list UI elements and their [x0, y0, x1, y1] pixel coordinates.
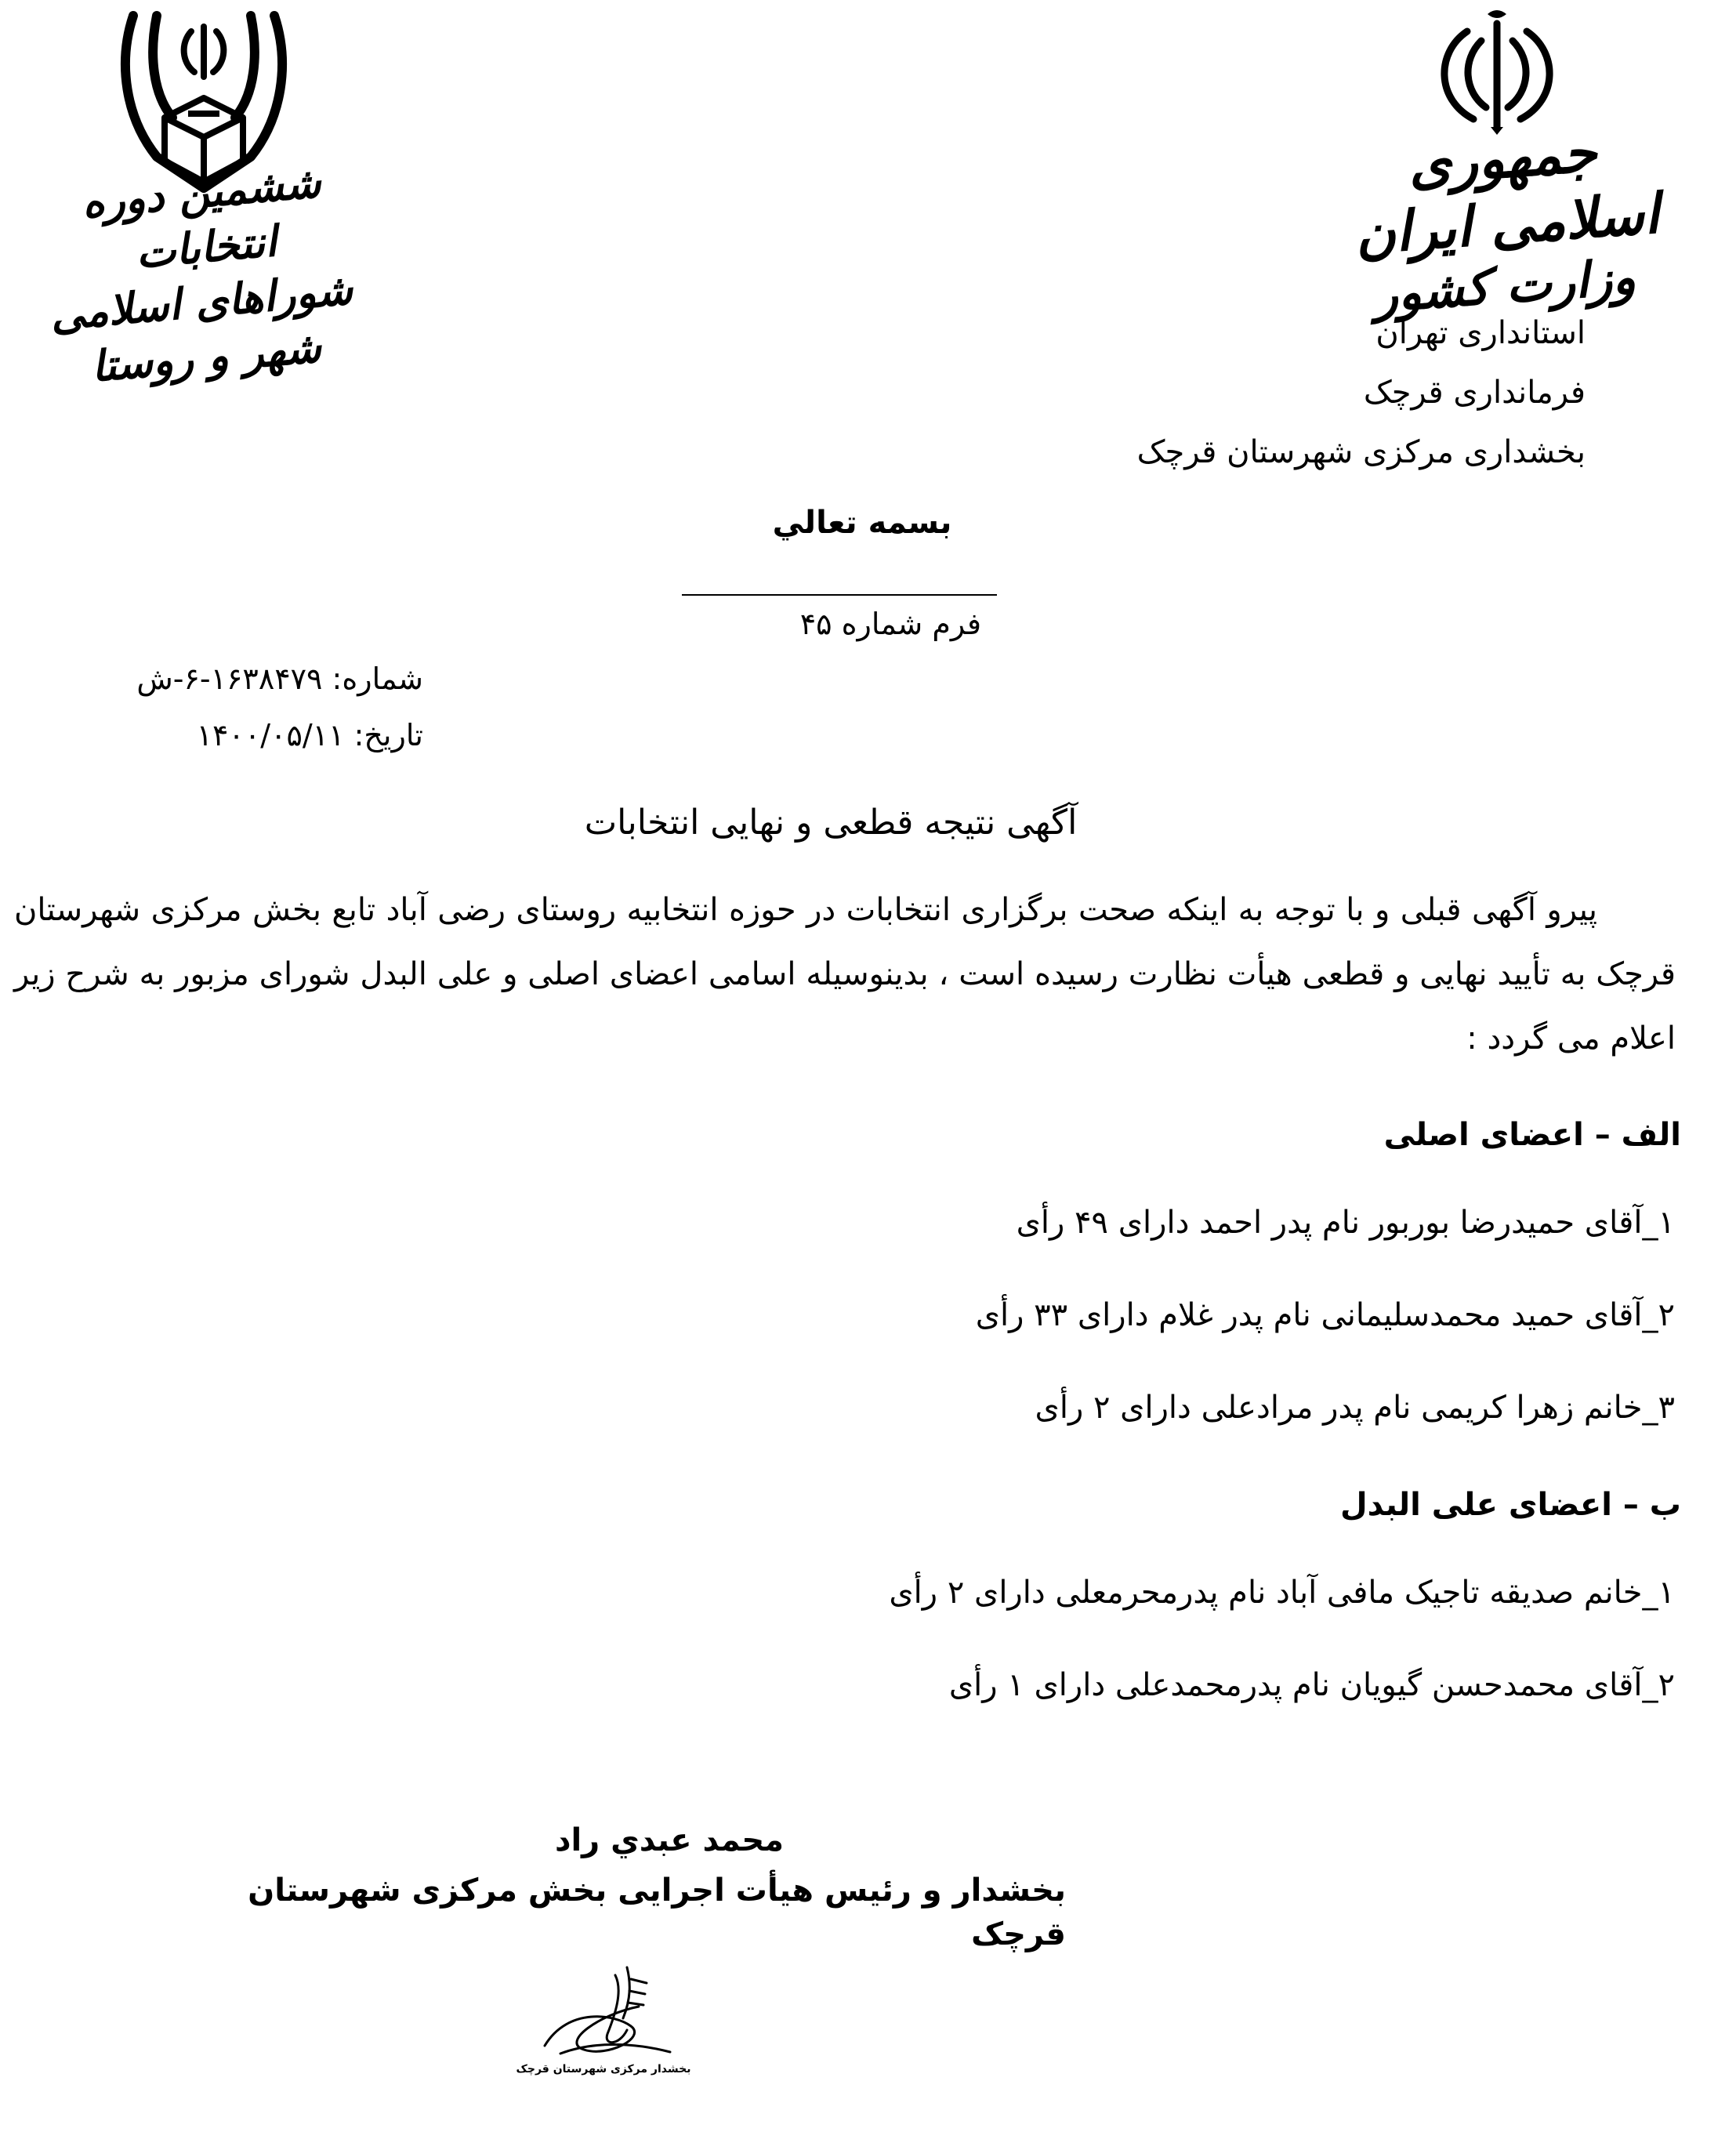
body-paragraph: پیرو آگهی قبلی و با توجه به اینکه صحت برگزاری انتخابات در حوزه انتخابیه روستای رضی آباد تابع بخش مرکزی شهرستان قرچک به تأیید نهایی و قطعی هیأت نظارت رسیده است ، بدینوسیله اسامی اعضای اصلی و علی البدل شورای مزبور به شرح زیر اعلام می گردد : — [14, 892, 1676, 1057]
election-caption-line1: ششمین دوره انتخابات — [80, 156, 323, 278]
list-item: ۲_آقای حمید محمدسلیمانی نام پدر غلام دارای ۳۳ رأی — [975, 1297, 1675, 1333]
list-item: ۱_خانم صدیقه تاجیک مافی آباد نام پدرمحرمعلی دارای ۲ رأی — [889, 1575, 1675, 1611]
stamp-caption: بخشدار مرکزی شهرستان قرچک — [516, 2063, 691, 2076]
section-heading-primary-members: الف – اعضای اصلی — [1383, 1117, 1681, 1153]
office-governorate: فرمانداری قرچک — [1363, 375, 1586, 411]
salutation: بسمه تعالي — [772, 505, 952, 541]
office-district: بخشداری مرکزی شهرستان قرچک — [1136, 434, 1586, 470]
office-province: استانداری تهران — [1375, 315, 1586, 351]
country-name: جمهوری اسلامی ایران — [1353, 118, 1662, 267]
notice-title: آگهی نتیجه قطعی و نهایی انتخابات — [584, 803, 1078, 843]
signer-name: محمد عبدي راد — [554, 1822, 784, 1858]
election-caption — [31, 156, 376, 392]
list-item: ۳_خانم زهرا کریمی نام پدر مرادعلی دارای ۲ رأی — [1035, 1390, 1675, 1426]
list-item: ۲_آقای محمدحسن گیویان نام پدرمحمدعلی دارای ۱ رأی — [948, 1667, 1675, 1703]
reference-number: شماره: ۱۶۳۸۴۷۹-۶-ش — [136, 662, 423, 696]
form-number: فرم شماره ۴۵ — [799, 607, 981, 641]
iran-emblem-icon — [1419, 9, 1575, 135]
section-heading-alternate-members: ب – اعضای علی البدل — [1339, 1487, 1681, 1523]
ministry-name: وزارت کشور — [1372, 248, 1637, 324]
signer-title: بخشدار و رئیس هیأت اجرایی بخش مرکزی شهرستان قرچک — [248, 1873, 1066, 1952]
ministry-letterhead — [1325, 118, 1685, 324]
election-caption-line2: شوراهای اسلامی شهر و روستا — [48, 263, 355, 392]
reference-date: تاریخ: ۱۴۰۰/۰۵/۱۱ — [196, 718, 423, 752]
form-number-rule — [682, 594, 997, 596]
signature-icon — [513, 1960, 694, 2069]
list-item: ۱_آقای حمیدرضا بوربور نام پدر احمد دارای ۴۹ رأی — [1016, 1205, 1675, 1241]
